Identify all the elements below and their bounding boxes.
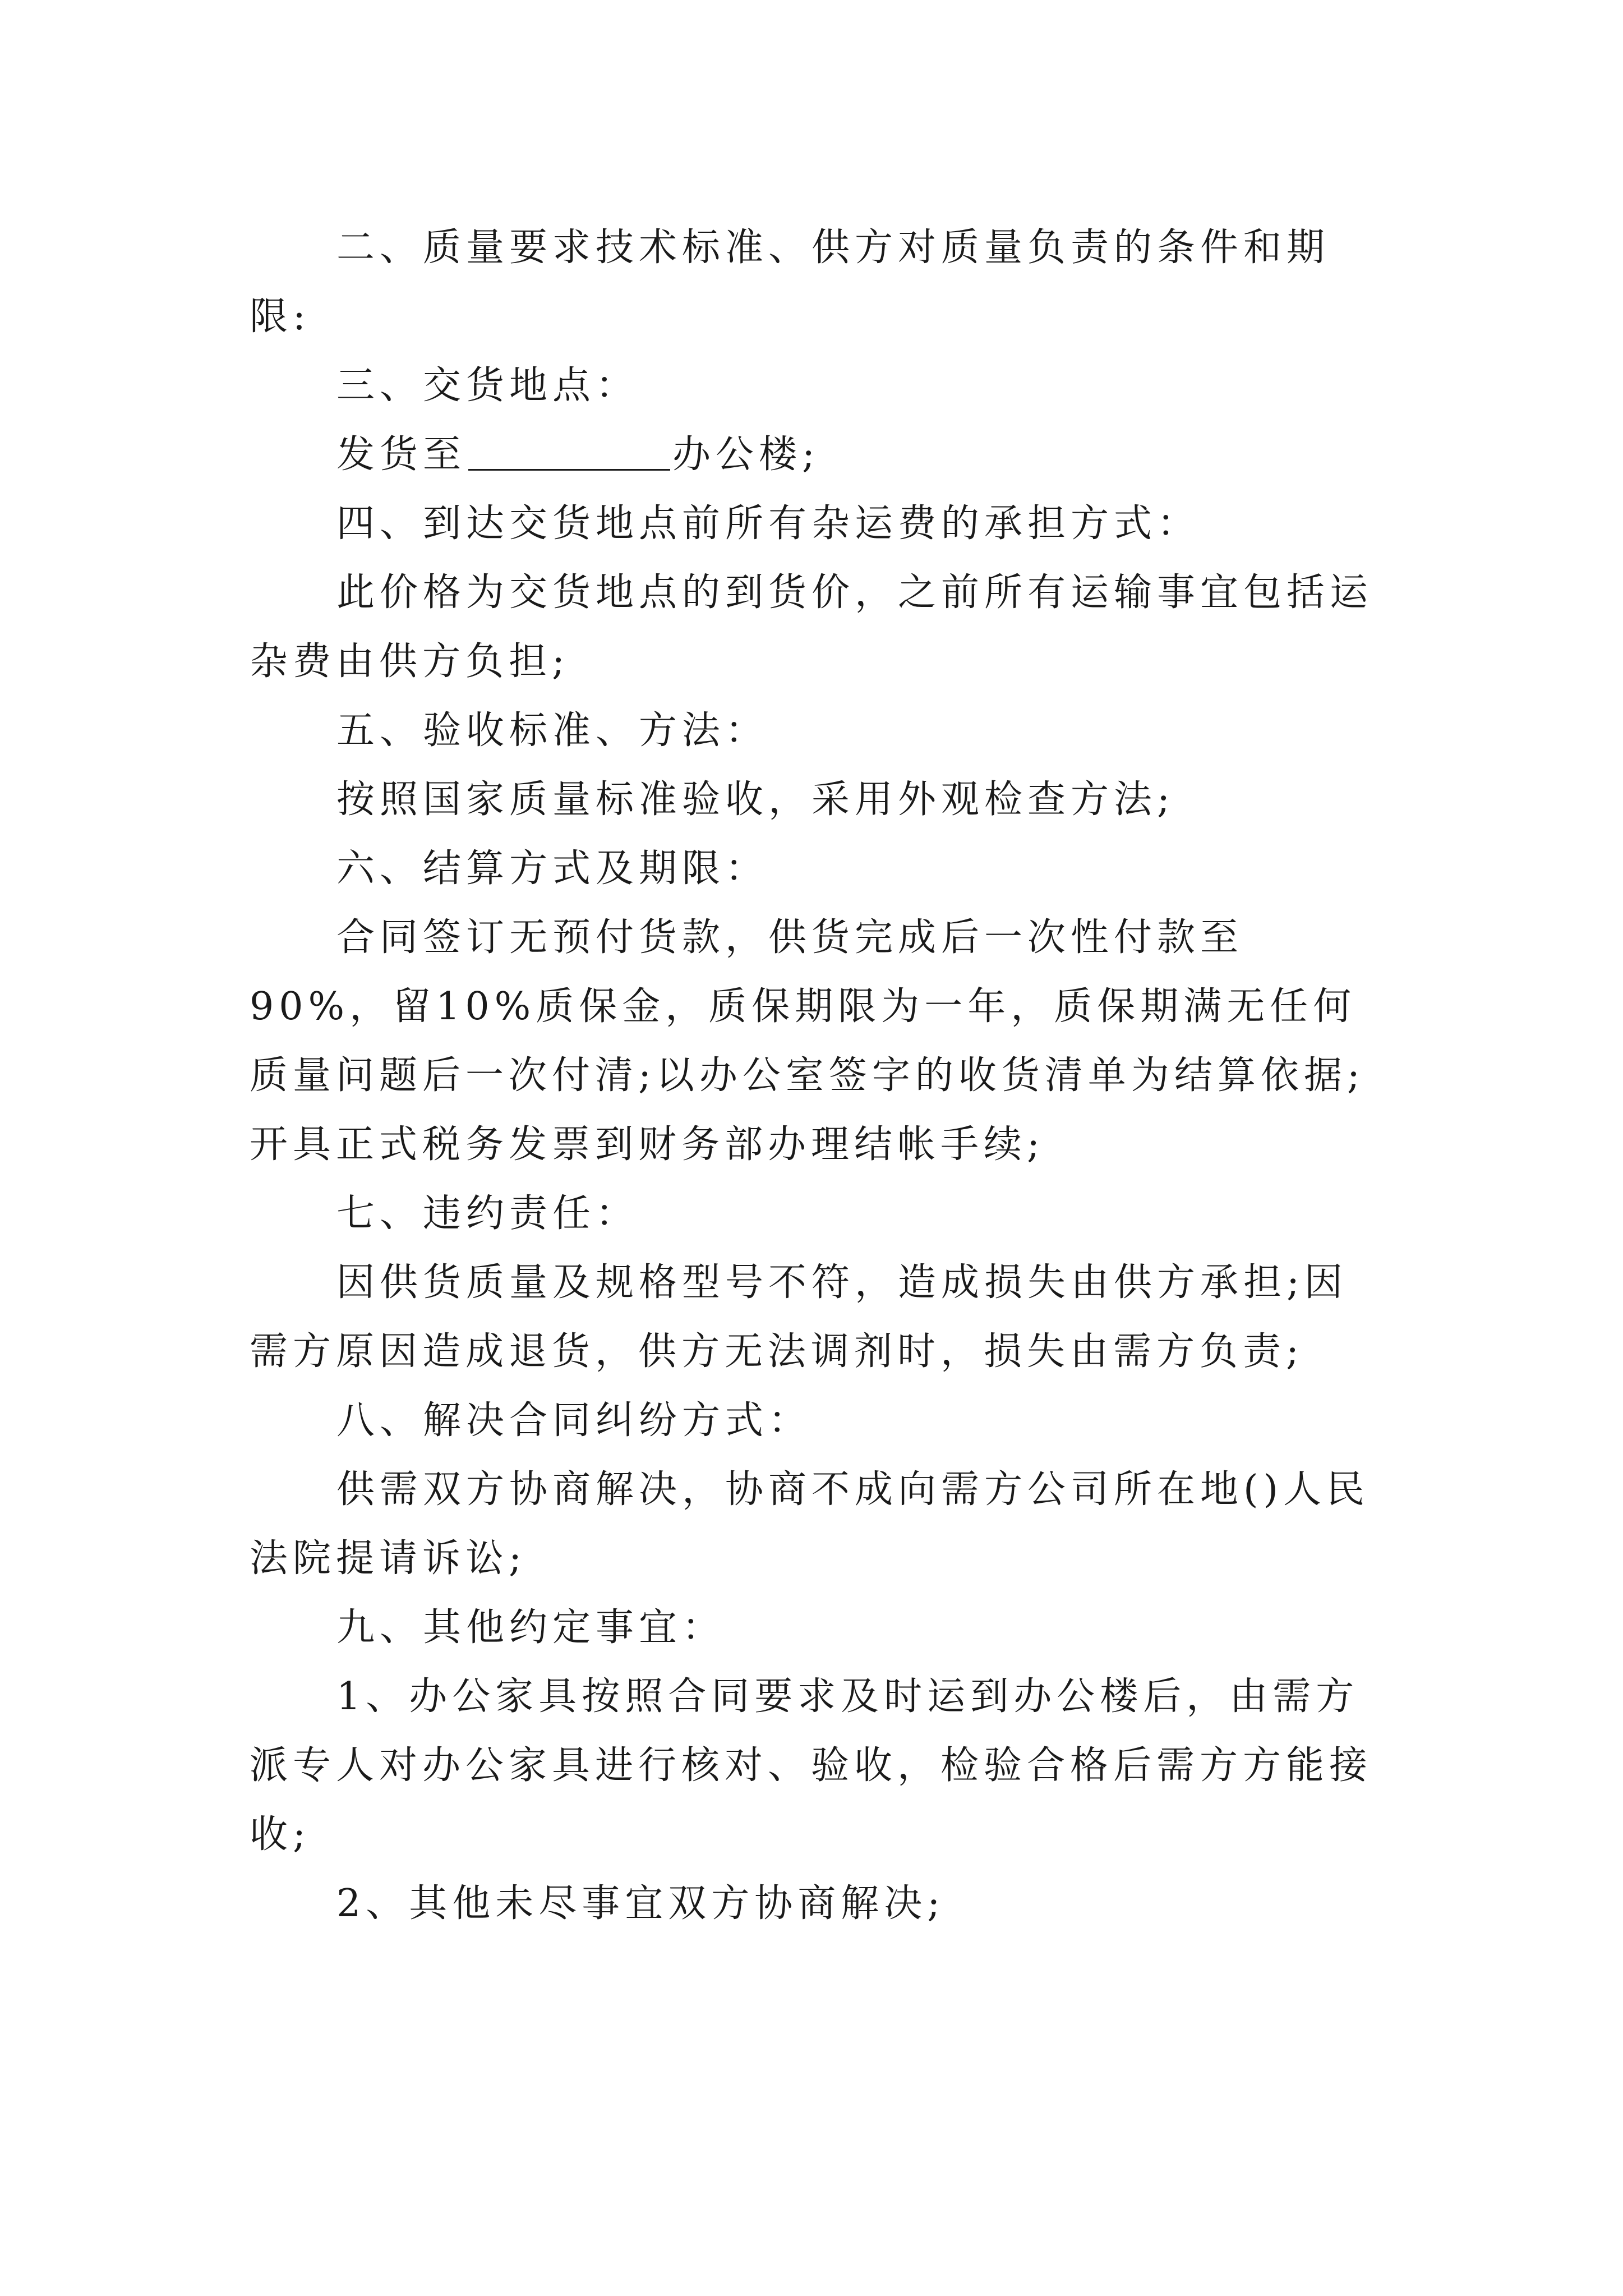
clause-7-body: 因供货质量及规格型号不符，造成损失由供方承担;因需方原因造成退货，供方无法调剂时，损失由需方负责; xyxy=(250,1260,1348,1374)
delivery-prefix: 发货至 xyxy=(336,432,467,477)
clause-4-body: 此价格为交货地点的到货价，之前所有运输事宜包括运杂费由供方负担; xyxy=(250,570,1373,684)
clause-9-item-2: 2、其他未尽事宜双方协商解决; xyxy=(336,1881,946,1926)
delivery-suffix: 办公楼; xyxy=(672,432,820,477)
clause-8-body: 供需双方协商解决，协商不成向需方公司所在地()人民法院提请诉讼; xyxy=(250,1467,1370,1581)
clause-5-body: 按照国家质量标准验收，采用外观检查方法; xyxy=(336,777,1175,822)
clause-7-heading: 七、违约责任： xyxy=(336,1191,639,1236)
clause-8-heading: 八、解决合同纠纷方式： xyxy=(336,1398,812,1443)
clause-3-heading: 三、交货地点： xyxy=(336,364,639,408)
clause-2-heading: 二、质量要求技术标准、供方对质量负责的条件和期限: xyxy=(250,226,1330,339)
clause-6-body: 合同签订无预付货款，供货完成后一次性付款至90%，留10%质保金，质保期限为一年，质保期满无任何质量问题后一次付清;以办公室签字的收货清单为结算依据;开具正式税务发票到财务部办理结帐手续; xyxy=(250,915,1365,1167)
delivery-location-line xyxy=(250,420,1382,489)
clause-9-item-1: 1、办公家具按照合同要求及时运到办公楼后，由需方派专人对办公家具进行核对、验收，检验合格后需方方能接收; xyxy=(250,1674,1373,1857)
clause-9-heading: 九、其他约定事宜： xyxy=(336,1605,726,1650)
clause-4-heading: 四、到达交货地点前所有杂运费的承担方式： xyxy=(336,501,1201,546)
contract-body xyxy=(250,213,1382,1938)
delivery-blank-field xyxy=(468,430,670,471)
clause-5-heading: 五、验收标准、方法： xyxy=(336,708,769,753)
clause-6-heading: 六、结算方式及期限： xyxy=(336,846,769,891)
